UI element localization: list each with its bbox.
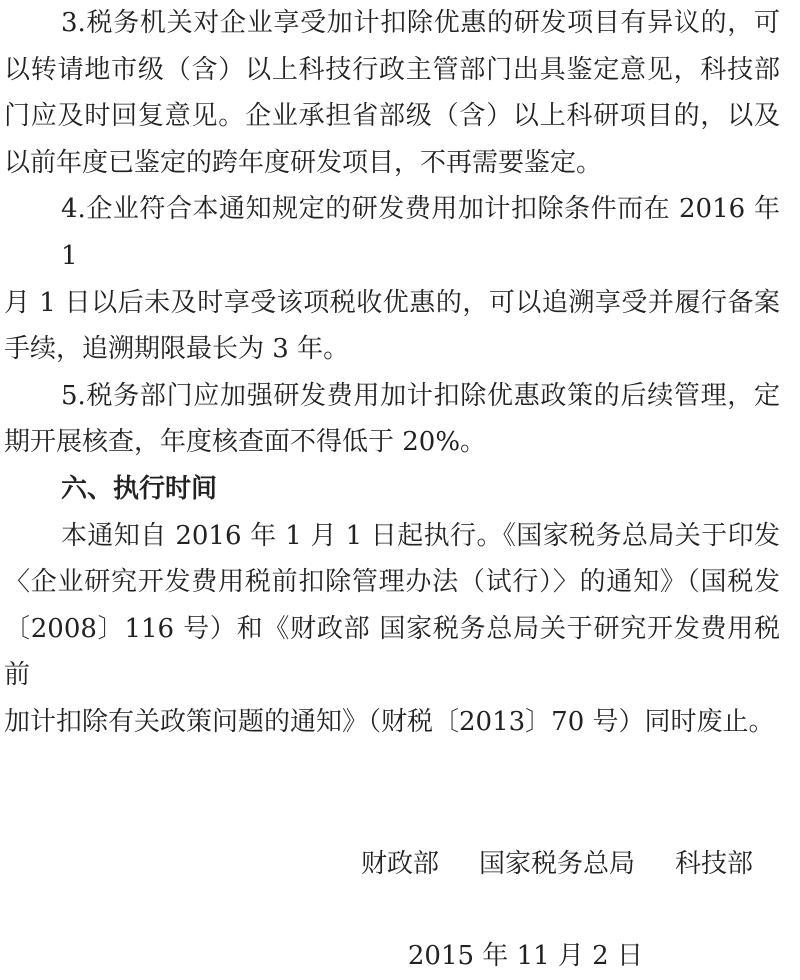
- text-line: 以前年度已鉴定的跨年度研发项目，不再需要鉴定。: [4, 147, 603, 178]
- text-line: 本通知自 2016 年 1 月 1 日起执行。《国家税务总局关于印发: [61, 520, 780, 551]
- paragraph-item-5: [4, 373, 780, 466]
- section-heading-6: 六、执行时间: [61, 473, 218, 504]
- text-line: 以转请地市级（含）以上科技行政主管部门出具鉴定意见，科技部: [4, 54, 780, 85]
- paragraph-item-4: [4, 186, 780, 372]
- text-line: 月 1 日以后未及时享受该项税收优惠的，可以追溯享受并履行备案: [4, 287, 780, 318]
- text-line: 期开展核查，年度核查面不得低于 20%。: [4, 427, 487, 458]
- signature-agency-finance-ministry: 财政部: [360, 848, 439, 879]
- paragraph-item-3: [4, 0, 780, 186]
- signature-agency-state-taxation: 国家税务总局: [478, 848, 635, 879]
- paragraph-section-6: [4, 513, 780, 746]
- text-line: 〈企业研究开发费用税前扣除管理办法（试行）〉的通知》（国税发: [4, 567, 780, 598]
- text-line: 3.税务机关对企业享受加计扣除优惠的研发项目有异议的，可: [61, 8, 780, 38]
- text-line: 加计扣除有关政策问题的通知》（财税〔2013〕70 号）同时废止。: [4, 706, 775, 737]
- document-date: 2015 年 11 月 2 日: [407, 941, 643, 972]
- text-line: 5.税务部门应加强研发费用加计扣除优惠政策的后续管理，定: [61, 380, 780, 411]
- text-line: 4.企业符合本通知规定的研发费用加计扣除条件而在 2016 年 1: [61, 194, 780, 271]
- text-line: 门应及时回复意见。企业承担省部级（含）以上科研项目的，以及: [4, 101, 780, 132]
- text-line: 手续，追溯期限最长为 3 年。: [4, 334, 350, 365]
- signature-agencies: [4, 841, 780, 888]
- signature-agency-science-ministry: 科技部: [674, 848, 753, 879]
- text-line: 〔2008〕116 号）和《财政部 国家税务总局关于研究开发费用税前: [4, 613, 780, 691]
